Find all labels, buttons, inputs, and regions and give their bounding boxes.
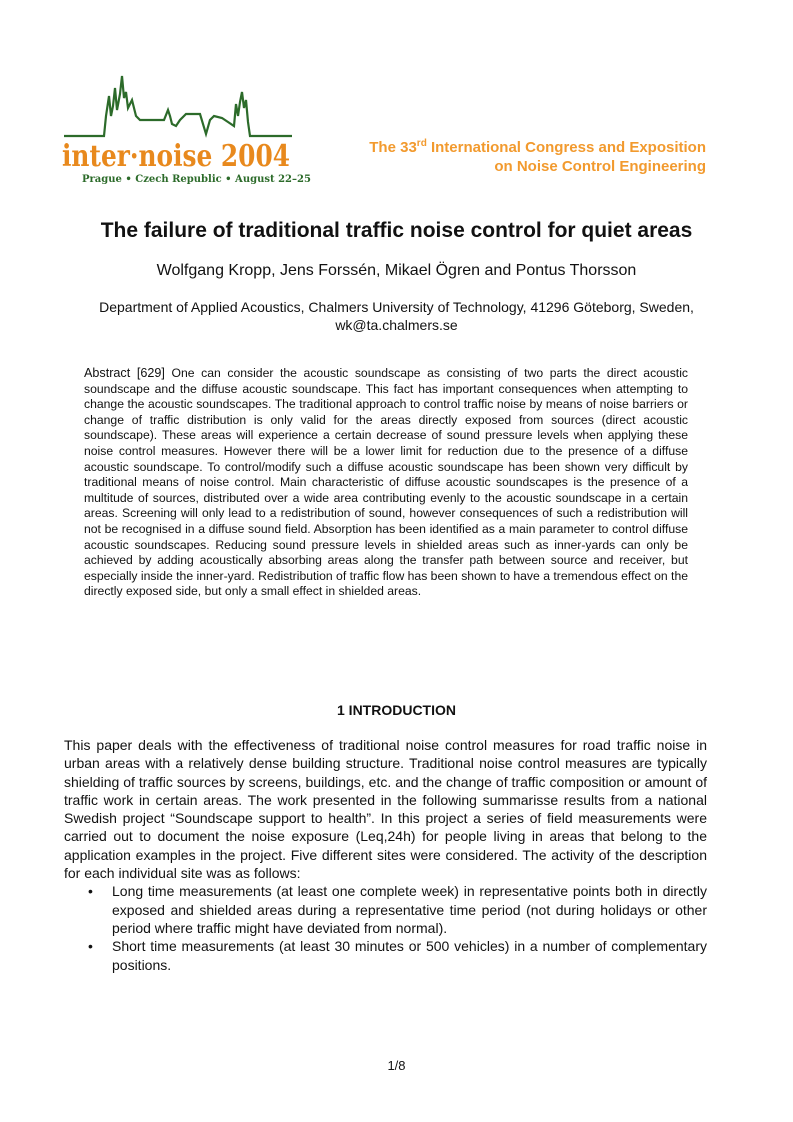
congress-ordinal-suffix: rd — [416, 138, 427, 149]
abstract-label: Abstract [629] — [84, 366, 165, 380]
paper-title: The failure of traditional traffic noise control for quiet areas — [100, 219, 693, 242]
logo-subtitle: Prague • Czech Republic • August 22–25 — [82, 174, 311, 185]
logo-graphic — [60, 70, 300, 174]
paper-authors: Wolfgang Kropp, Jens Forssén, Mikael Ögren and Pontus Thorsson — [156, 262, 637, 279]
logo-skyline-line — [64, 76, 292, 136]
introduction-body — [64, 736, 707, 974]
logo-wordmark: inter·noise 2004 — [62, 139, 290, 174]
affiliation-email: wk@ta.chalmers.se — [335, 317, 458, 333]
congress-line-1: The 33rd International Congress and Exposition — [369, 138, 706, 156]
bullet-marker: • — [88, 938, 93, 955]
bullet-list — [64, 882, 707, 973]
page-number: 1/8 — [387, 1058, 406, 1073]
abstract — [84, 366, 688, 600]
list-item — [64, 882, 707, 937]
paper-affiliation — [60, 298, 733, 334]
list-item-text: Long time measurements (at least one complete week) in representative points both in directly exposed and shielded areas during a representative time period (not during holidays or other period where traffic might have deviated from normal). — [112, 883, 707, 936]
section-heading-introduction: 1 INTRODUCTION — [337, 702, 456, 718]
inter-noise-logo — [60, 70, 311, 195]
congress-ordinal-number: 33 — [400, 139, 417, 156]
abstract-text: One can consider the acoustic soundscape as consisting of two parts the direct acoustic soundscape and the diffuse acoustic soundscape. This fact has important consequences when attempting to change the acoustic soundscapes. The traditional approach to control traffic noise by means of noise barriers or change of traffic distribution is only valid for the areas directly exposed from sources (direct acoustic soundscape). These areas will experience a certain decrease of sound pressure levels when applying these noise control measures. However there will be a lower limit for reduction due to the presence of a diffuse acoustic soundscape. To control/modify such a diffuse acoustic soundscape has been shown very difficult by traditional means of noise control. Main characteristic of diffuse acoustic soundscapes is the presence of a multitude of sources, distributed over a wide area contributing evenly to the acoustic soundscape in a certain areas. Screening will only lead to a redistribution of sound, however consequences of such a redistribution will not be recognised in a diffuse sound field. Absorption has been identified as a main parameter to control diffuse acoustic soundscapes. Reducing sound pressure levels in shielded areas such as inner-yards can only be achieved by adding acoustically absorbing areas along the transfer path between source and receiver, but especially inside the inner-yard. Redistribution of traffic flow has been shown to have a tremendous effect on the directly exposed side, but only a small effect in shielded areas. — [84, 366, 688, 599]
introduction-paragraph: This paper deals with the effectiveness of traditional noise control measures for road traffic noise in urban areas with a relatively dense building structure. Traditional noise control measures are typically shielding of traffic sources by screens, buildings, etc. and the change of traffic composition or amount of traffic work in certain areas. The work presented in the following summarisse results from a national Swedish project “Soundscape support to health”. In this project a series of field measurements were carried out to document the noise exposure (Leq,24h) for people living in areas that belong to the application examples in the project. Five different sites were considered. The activity of the description for each individual site was as follows: — [64, 737, 707, 882]
list-item-text: Short time measurements (at least 30 minutes or 500 vehicles) in a number of complementary positions. — [112, 938, 707, 973]
affiliation-line-1: Department of Applied Acoustics, Chalmers University of Technology, 41296 Göteborg, Sweden, — [99, 299, 694, 315]
congress-line-1-rest: International Congress and Exposition — [426, 139, 706, 156]
bullet-marker: • — [88, 883, 93, 900]
list-item — [64, 937, 707, 974]
congress-header — [369, 138, 706, 176]
congress-line-2: on Noise Control Engineering — [494, 158, 706, 175]
